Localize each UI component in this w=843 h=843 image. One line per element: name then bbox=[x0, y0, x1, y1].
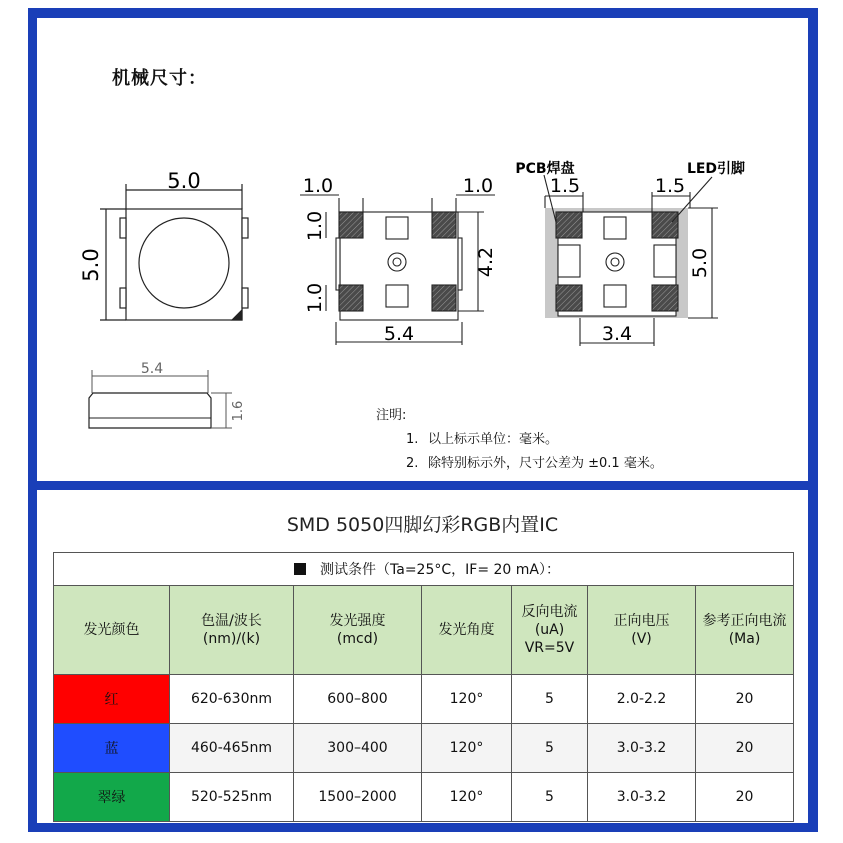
lead-slot bbox=[654, 245, 676, 277]
header-forward-voltage: 正向电压 (V) bbox=[588, 586, 696, 675]
notes bbox=[376, 404, 663, 476]
dim-bottom-length: 5.4 bbox=[383, 323, 415, 345]
inner-pad bbox=[386, 285, 408, 307]
pcb-pad bbox=[556, 285, 582, 311]
note-text: 以上标示单位：毫米。 bbox=[428, 432, 559, 447]
note-number: 2. bbox=[406, 456, 419, 471]
pad bbox=[432, 285, 456, 311]
angle-cell: 120° bbox=[422, 675, 512, 724]
led-pin-label: LED引脚 bbox=[686, 161, 746, 177]
condition-row bbox=[54, 553, 794, 586]
forward-voltage-cell: 2.0-2.2 bbox=[588, 675, 696, 724]
dim-side-thickness: 1.6 bbox=[231, 400, 246, 422]
pcb-pad bbox=[556, 212, 582, 238]
inner-pad bbox=[604, 285, 626, 307]
lead bbox=[120, 288, 126, 308]
table-title: SMD 5050四脚幻彩RGB内置IC bbox=[286, 514, 559, 536]
header-wavelength: 色温/波长 (nm)/(k) bbox=[170, 586, 294, 675]
lead bbox=[242, 288, 248, 308]
dim-pcb-height: 5.0 bbox=[689, 247, 711, 279]
table-row bbox=[54, 773, 794, 822]
side-body bbox=[89, 393, 211, 428]
table-row bbox=[54, 675, 794, 724]
pcb-pad bbox=[652, 212, 678, 238]
pcb-pad bbox=[652, 285, 678, 311]
header-reverse-current: 反向电流 (uA) VR=5V bbox=[512, 586, 588, 675]
lead bbox=[242, 218, 248, 238]
dim-pad-width-right: 1.0 bbox=[462, 175, 494, 197]
spec-table bbox=[53, 552, 794, 822]
condition-text: 测试条件（Ta=25°C，IF= 20 mA）： bbox=[320, 562, 560, 578]
note-text: 除特别标示外，尺寸公差为 ±0.1 毫米。 bbox=[428, 456, 663, 471]
dim-top-height: 5.0 bbox=[79, 248, 103, 282]
square-bullet-icon bbox=[294, 563, 306, 575]
forward-voltage-cell: 3.0-3.2 bbox=[588, 773, 696, 822]
reverse-current-cell: 5 bbox=[512, 675, 588, 724]
reverse-current-cell: 5 bbox=[512, 773, 588, 822]
dim-top-width: 5.0 bbox=[167, 169, 201, 193]
note-number: 1. bbox=[406, 432, 419, 447]
intensity-cell: 300–400 bbox=[294, 724, 422, 773]
ref-current-cell: 20 bbox=[696, 724, 794, 773]
ref-current-cell: 20 bbox=[696, 773, 794, 822]
side-view bbox=[89, 370, 232, 428]
dim-side-length: 5.4 bbox=[140, 361, 164, 377]
dim-pad-span: 4.2 bbox=[475, 246, 497, 278]
lead bbox=[120, 218, 126, 238]
header-row bbox=[54, 586, 794, 675]
angle-cell: 120° bbox=[422, 724, 512, 773]
inner-pad bbox=[386, 217, 408, 239]
lead bbox=[336, 238, 340, 290]
color-swatch-cell: 翠绿 bbox=[54, 773, 170, 822]
lead-slot bbox=[558, 245, 580, 277]
dim-pcb-pad-b: 1.5 bbox=[654, 175, 686, 197]
pad bbox=[432, 212, 456, 238]
header-color: 发光颜色 bbox=[54, 586, 170, 675]
header-intensity: 发光强度 (mcd) bbox=[294, 586, 422, 675]
wavelength-cell: 620-630nm bbox=[170, 675, 294, 724]
note-item bbox=[376, 428, 663, 452]
dim-pad-height-bottom: 1.0 bbox=[304, 282, 326, 314]
lead bbox=[458, 238, 462, 290]
lens-circle bbox=[139, 218, 229, 308]
wavelength-cell: 460-465nm bbox=[170, 724, 294, 773]
wavelength-cell: 520-525nm bbox=[170, 773, 294, 822]
note-item bbox=[376, 452, 663, 476]
center-mark-inner bbox=[393, 258, 401, 266]
dim-pad-width-left: 1.0 bbox=[302, 175, 334, 197]
header-ref-current: 参考正向电流 (Ma) bbox=[696, 586, 794, 675]
dim-pad-height-top: 1.0 bbox=[304, 210, 326, 242]
condition-cell bbox=[54, 553, 794, 586]
color-swatch-cell: 红 bbox=[54, 675, 170, 724]
header-angle: 发光角度 bbox=[422, 586, 512, 675]
angle-cell: 120° bbox=[422, 773, 512, 822]
top-view bbox=[100, 184, 248, 320]
inner-pad bbox=[604, 217, 626, 239]
reverse-current-cell: 5 bbox=[512, 724, 588, 773]
section-title: 机械尺寸： bbox=[112, 68, 207, 89]
pad bbox=[339, 212, 363, 238]
pcb-pad-label: PCB焊盘 bbox=[515, 161, 575, 177]
table-row bbox=[54, 724, 794, 773]
pad bbox=[339, 285, 363, 311]
center-mark-inner bbox=[611, 258, 619, 266]
ref-current-cell: 20 bbox=[696, 675, 794, 724]
dim-pcb-span: 3.4 bbox=[601, 323, 633, 345]
notes-heading: 注明: bbox=[376, 408, 407, 423]
forward-voltage-cell: 3.0-3.2 bbox=[588, 724, 696, 773]
intensity-cell: 600–800 bbox=[294, 675, 422, 724]
dim-pcb-pad-a: 1.5 bbox=[549, 175, 581, 197]
color-swatch-cell: 蓝 bbox=[54, 724, 170, 773]
intensity-cell: 1500–2000 bbox=[294, 773, 422, 822]
